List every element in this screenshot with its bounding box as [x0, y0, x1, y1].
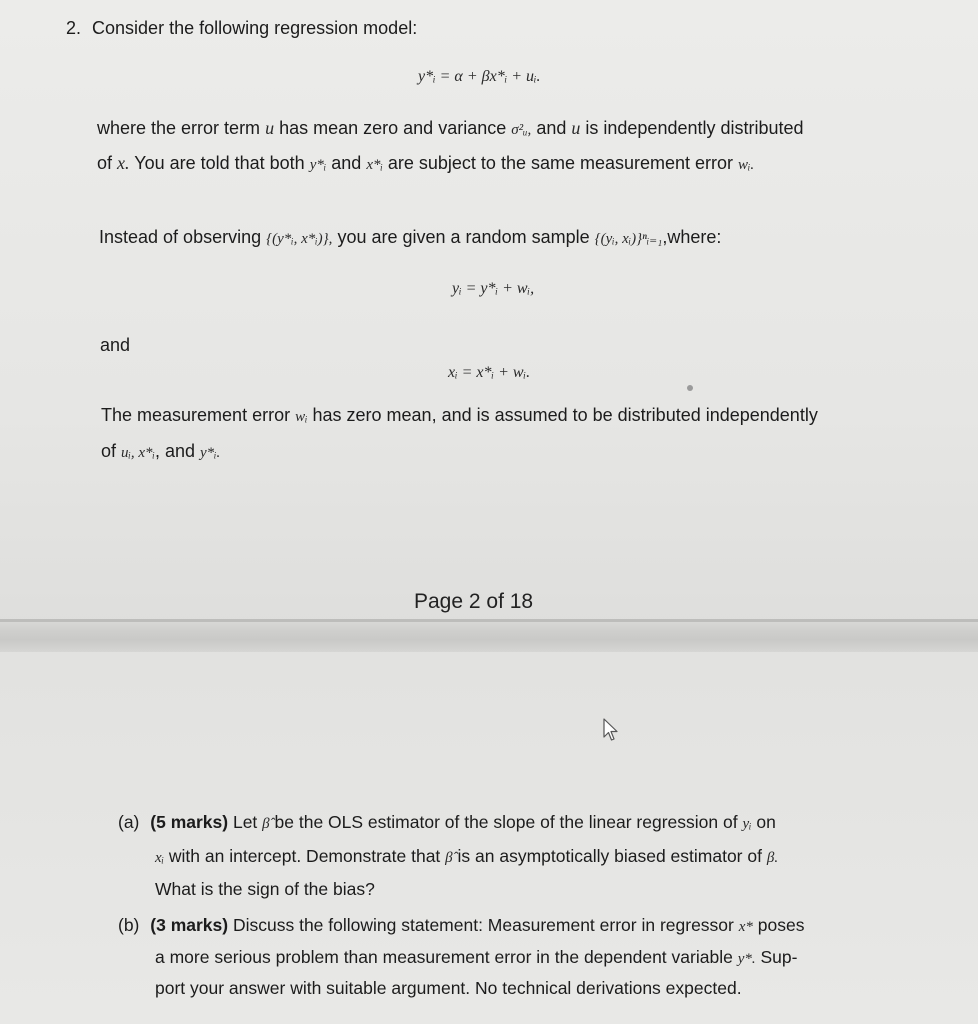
math-vars: uᵢ, x*ᵢ [121, 445, 155, 461]
part-a-line3: What is the sign of the bias? [155, 879, 375, 899]
math-y-star: y*ᵢ [309, 157, 327, 173]
math-beta-hat: β̂ [262, 816, 270, 832]
text: of [101, 441, 117, 461]
paragraph-instead [99, 227, 721, 248]
math-x: xᵢ [155, 850, 165, 866]
part-b-line1 [118, 915, 805, 936]
math-sample-set: {(yᵢ, xᵢ)}ⁿᵢ₌₁ [594, 231, 663, 247]
math-w: wᵢ. [738, 157, 755, 173]
equation-model: y*ᵢ = α + βx*ᵢ + uᵢ. [418, 68, 541, 85]
text: Instead of observing [99, 227, 262, 247]
text: Discuss the following statement: Measurement error in regressor [232, 915, 734, 935]
text: of [97, 153, 113, 173]
math-beta-hat: β̂ [445, 850, 453, 866]
text: is an asymptotically biased estimator of [457, 846, 762, 866]
part-a-label: (a) [118, 812, 140, 832]
text: on [756, 812, 776, 832]
part-b-line3: port your answer with suitable argument. No technical derivations expected. [155, 978, 742, 998]
text: be the OLS estimator of the slope of the linear regression of [274, 812, 738, 832]
math-u: u [265, 118, 275, 138]
text: with an intercept. Demonstrate that [168, 846, 441, 866]
math-sigma: σ²ᵤ, [511, 122, 532, 138]
text: poses [757, 915, 805, 935]
text: , and [154, 441, 195, 461]
part-a-line2 [155, 846, 778, 867]
paragraph-error-term-line2 [97, 153, 754, 174]
and-label: and [100, 335, 131, 355]
part-b-marks: (3 marks) [150, 915, 229, 935]
text: has zero mean, and is assumed to be distributed independently [312, 405, 818, 425]
math-x-star: x*ᵢ [366, 157, 383, 173]
math-y-star: y*ᵢ. [200, 445, 221, 461]
math-y-star: y*. [737, 951, 756, 967]
equation-x: xᵢ = x*ᵢ + wᵢ. [448, 364, 531, 381]
text: You are told that both [134, 153, 305, 173]
paragraph-measurement-line1 [101, 405, 818, 426]
math-y: yᵢ [742, 816, 752, 832]
math-set-star: {(y*ᵢ, x*ᵢ)}, [266, 231, 333, 247]
question-number: 2. [66, 18, 82, 38]
text: you are given a random sample [337, 227, 590, 247]
equation-y: yᵢ = y*ᵢ + wᵢ, [452, 280, 535, 297]
part-b-label: (b) [118, 915, 140, 935]
text: are subject to the same measurement error [387, 153, 734, 173]
paragraph-measurement-line2 [101, 441, 220, 462]
text: The measurement error [101, 405, 291, 425]
page-break-divider [0, 622, 978, 652]
part-a-line1 [118, 812, 776, 833]
stray-dot [687, 385, 693, 391]
text: where the error term [97, 118, 261, 138]
mouse-pointer-icon [603, 718, 619, 742]
question-heading [66, 18, 417, 39]
text: is independently distributed [585, 118, 804, 138]
math-beta: β. [766, 850, 779, 866]
math-u: u [571, 118, 581, 138]
text: ,where: [662, 227, 722, 247]
question-heading-text: Consider the following regression model: [92, 18, 418, 38]
paragraph-error-term-line1 [97, 118, 804, 139]
text: and [536, 118, 567, 138]
math-w: wᵢ [295, 409, 308, 425]
math-x-star: x* [738, 919, 753, 935]
part-a-marks: (5 marks) [150, 812, 229, 832]
text: Sup- [760, 947, 798, 967]
math-x: x. [117, 153, 130, 173]
part-b-line2 [155, 947, 797, 968]
text: a more serious problem than measurement error in the dependent variable [155, 947, 733, 967]
page-number-label: Page 2 of 18 [414, 590, 534, 613]
text: Let [232, 812, 258, 832]
text: has mean zero and variance [279, 118, 507, 138]
text: and [331, 153, 362, 173]
